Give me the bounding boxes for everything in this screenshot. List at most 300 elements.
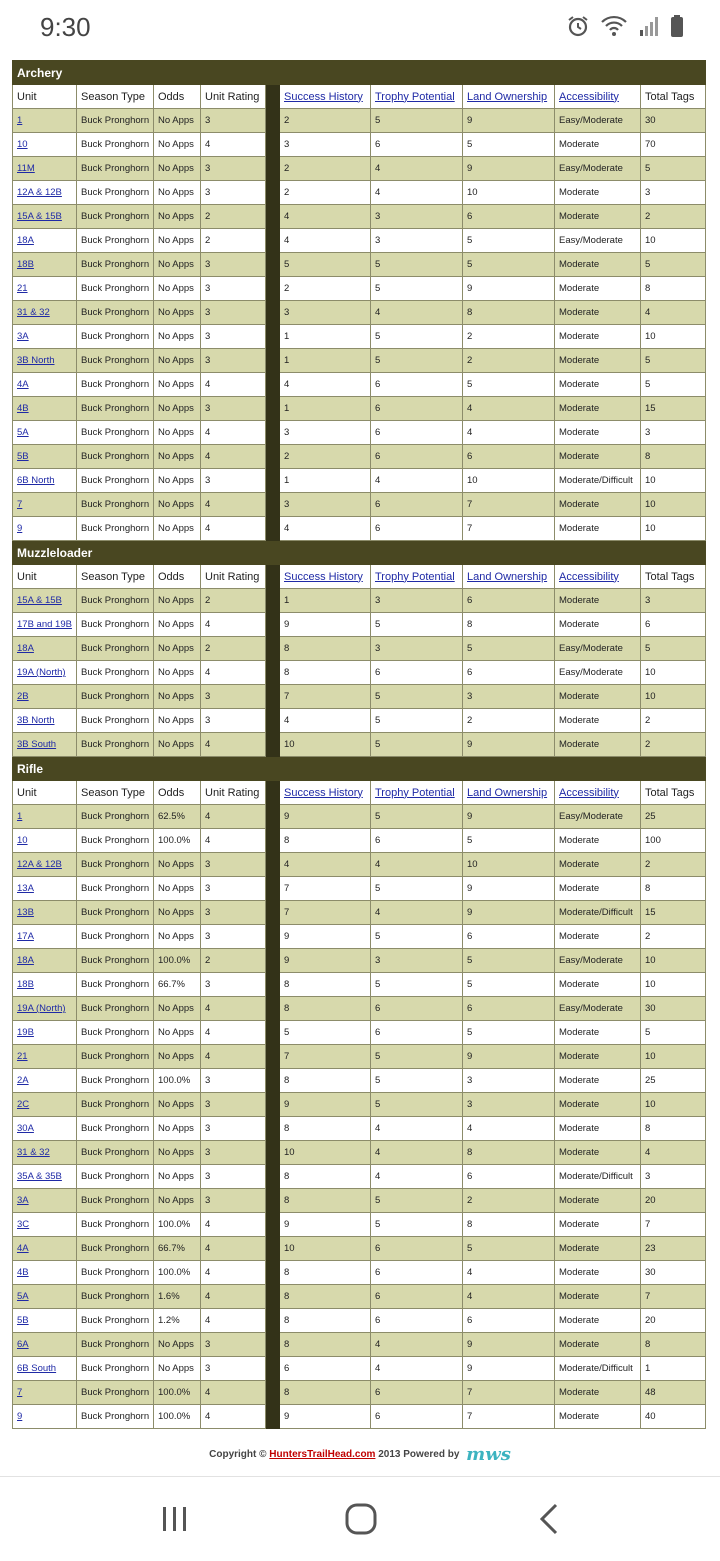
- table-cell: 4: [201, 1285, 266, 1309]
- column-header[interactable]: Success History: [280, 565, 371, 589]
- unit-link[interactable]: 18A: [13, 229, 77, 253]
- table-cell: 4: [201, 733, 266, 757]
- table-cell: Buck Pronghorn: [77, 205, 154, 229]
- table-cell: 5: [371, 973, 463, 997]
- table-cell: 6: [463, 205, 555, 229]
- table-cell: Moderate: [555, 925, 641, 949]
- unit-link[interactable]: 2A: [13, 1069, 77, 1093]
- column-header: Season Type: [77, 781, 154, 805]
- unit-link[interactable]: 10: [13, 133, 77, 157]
- table-row: [13, 877, 706, 901]
- unit-link[interactable]: 9: [13, 517, 77, 541]
- table-row: [13, 1333, 706, 1357]
- table-cell: 4: [371, 181, 463, 205]
- unit-link[interactable]: 18A: [13, 949, 77, 973]
- table-cell: 6: [371, 517, 463, 541]
- table-cell: 3: [201, 925, 266, 949]
- unit-link[interactable]: 6A: [13, 1333, 77, 1357]
- table-cell: 3: [371, 949, 463, 973]
- table-cell: 9: [463, 805, 555, 829]
- unit-link[interactable]: 10: [13, 829, 77, 853]
- table-cell: 2: [641, 853, 706, 877]
- table-cell: Moderate: [555, 1213, 641, 1237]
- unit-link[interactable]: 3B North: [13, 349, 77, 373]
- unit-link[interactable]: 2B: [13, 685, 77, 709]
- table-cell: Buck Pronghorn: [77, 1093, 154, 1117]
- table-cell: 4: [641, 1141, 706, 1165]
- table-cell: 2: [280, 157, 371, 181]
- table-cell: Buck Pronghorn: [77, 157, 154, 181]
- table-cell: 7: [641, 1213, 706, 1237]
- table-cell: 66.7%: [154, 1237, 201, 1261]
- table-cell: 8: [641, 445, 706, 469]
- table-row: [13, 349, 706, 373]
- column-header[interactable]: Accessibility: [555, 781, 641, 805]
- table-row: [13, 709, 706, 733]
- table-cell: 4: [201, 1045, 266, 1069]
- gap-cell: [266, 1069, 280, 1093]
- table-cell: Moderate: [555, 133, 641, 157]
- unit-link[interactable]: 6B South: [13, 1357, 77, 1381]
- column-header[interactable]: Accessibility: [555, 85, 641, 109]
- table-cell: 5: [371, 733, 463, 757]
- column-header: Unit: [13, 85, 77, 109]
- unit-link[interactable]: 15A & 15B: [13, 205, 77, 229]
- table-cell: 10: [280, 733, 371, 757]
- unit-link[interactable]: 13A: [13, 877, 77, 901]
- table-cell: 8: [280, 1333, 371, 1357]
- unit-link[interactable]: 2C: [13, 1093, 77, 1117]
- unit-link[interactable]: 5A: [13, 421, 77, 445]
- table-cell: No Apps: [154, 709, 201, 733]
- gap-cell: [266, 853, 280, 877]
- table-cell: 8: [280, 1189, 371, 1213]
- table-cell: Moderate: [555, 1309, 641, 1333]
- column-header: Unit Rating: [201, 85, 266, 109]
- table-cell: Buck Pronghorn: [77, 877, 154, 901]
- table-cell: 6: [371, 1021, 463, 1045]
- unit-link[interactable]: 18B: [13, 253, 77, 277]
- table-cell: 3: [201, 301, 266, 325]
- table-cell: 6: [463, 661, 555, 685]
- table-cell: 6: [463, 1165, 555, 1189]
- table-cell: 5: [371, 1045, 463, 1069]
- table-cell: 4: [201, 133, 266, 157]
- unit-link[interactable]: 19A (North): [13, 997, 77, 1021]
- table-cell: 2: [641, 925, 706, 949]
- table-cell: 5: [641, 1021, 706, 1045]
- table-cell: No Apps: [154, 517, 201, 541]
- table-cell: No Apps: [154, 181, 201, 205]
- table-cell: Buck Pronghorn: [77, 853, 154, 877]
- table-cell: 6: [371, 397, 463, 421]
- table-cell: 62.5%: [154, 805, 201, 829]
- table-cell: Moderate: [555, 1069, 641, 1093]
- table-cell: Buck Pronghorn: [77, 253, 154, 277]
- table-cell: 5: [371, 1093, 463, 1117]
- gap-cell: [266, 589, 280, 613]
- column-header[interactable]: Trophy Potential: [371, 565, 463, 589]
- table-cell: Buck Pronghorn: [77, 613, 154, 637]
- gap-cell: [266, 829, 280, 853]
- table-cell: 6: [371, 445, 463, 469]
- table-cell: 70: [641, 133, 706, 157]
- table-cell: 5: [371, 1213, 463, 1237]
- table-cell: No Apps: [154, 1045, 201, 1069]
- table-cell: Buck Pronghorn: [77, 229, 154, 253]
- column-header[interactable]: Land Ownership: [463, 565, 555, 589]
- table-cell: 5: [641, 349, 706, 373]
- table-cell: Moderate: [555, 205, 641, 229]
- table-cell: 100.0%: [154, 1261, 201, 1285]
- unit-link[interactable]: 3B South: [13, 733, 77, 757]
- table-cell: 3: [641, 589, 706, 613]
- table-cell: 30: [641, 109, 706, 133]
- table-cell: Buck Pronghorn: [77, 1165, 154, 1189]
- column-header[interactable]: Success History: [280, 781, 371, 805]
- gap-cell: [266, 733, 280, 757]
- gap-cell: [266, 1285, 280, 1309]
- table-cell: 100.0%: [154, 1405, 201, 1429]
- gap-cell: [266, 397, 280, 421]
- table-row: [13, 997, 706, 1021]
- table-cell: 5: [371, 1189, 463, 1213]
- table-cell: No Apps: [154, 397, 201, 421]
- table-cell: 9: [463, 277, 555, 301]
- gap-cell: [266, 325, 280, 349]
- table-cell: 5: [371, 685, 463, 709]
- home-icon[interactable]: [341, 1499, 381, 1539]
- table-cell: 4: [371, 1357, 463, 1381]
- table-cell: 5: [463, 373, 555, 397]
- unit-link[interactable]: 18B: [13, 973, 77, 997]
- table-cell: No Apps: [154, 301, 201, 325]
- mws-logo[interactable]: mws: [466, 1444, 511, 1465]
- unit-link[interactable]: 3A: [13, 325, 77, 349]
- table-cell: Moderate/Difficult: [555, 901, 641, 925]
- gap-cell: [266, 1117, 280, 1141]
- table-row: [13, 901, 706, 925]
- table-cell: 6: [371, 421, 463, 445]
- table-cell: 2: [201, 205, 266, 229]
- table-cell: 2: [280, 445, 371, 469]
- gap-cell: [266, 133, 280, 157]
- table-row: [13, 1021, 706, 1045]
- unit-link[interactable]: 15A & 15B: [13, 589, 77, 613]
- table-row: [13, 325, 706, 349]
- table-row: [13, 589, 706, 613]
- table-cell: Buck Pronghorn: [77, 589, 154, 613]
- table-cell: Buck Pronghorn: [77, 373, 154, 397]
- table-cell: 9: [463, 157, 555, 181]
- table-cell: 100.0%: [154, 1381, 201, 1405]
- table-row: [13, 517, 706, 541]
- unit-link[interactable]: 30A: [13, 1117, 77, 1141]
- table-cell: 3: [280, 421, 371, 445]
- table-cell: 7: [280, 877, 371, 901]
- column-header[interactable]: Success History: [280, 85, 371, 109]
- back-icon[interactable]: [530, 1499, 570, 1539]
- table-cell: No Apps: [154, 685, 201, 709]
- table-cell: Buck Pronghorn: [77, 445, 154, 469]
- table-cell: Moderate: [555, 685, 641, 709]
- table-cell: Buck Pronghorn: [77, 1045, 154, 1069]
- table-cell: 25: [641, 805, 706, 829]
- table-row: [13, 853, 706, 877]
- table-cell: No Apps: [154, 1021, 201, 1045]
- section-title: Archery: [13, 61, 706, 85]
- table-cell: Moderate: [555, 829, 641, 853]
- unit-link[interactable]: 4A: [13, 1237, 77, 1261]
- table-cell: 5: [641, 253, 706, 277]
- table-row: [13, 949, 706, 973]
- table-cell: Buck Pronghorn: [77, 1285, 154, 1309]
- unit-link[interactable]: 9: [13, 1405, 77, 1429]
- column-header: Odds: [154, 85, 201, 109]
- table-cell: 1.2%: [154, 1309, 201, 1333]
- table-row: [13, 1237, 706, 1261]
- table-cell: 5: [371, 109, 463, 133]
- table-cell: No Apps: [154, 1333, 201, 1357]
- unit-link[interactable]: 3B North: [13, 709, 77, 733]
- table-cell: Buck Pronghorn: [77, 709, 154, 733]
- table-cell: 3: [201, 1189, 266, 1213]
- table-cell: 6: [463, 1309, 555, 1333]
- column-header-row: [13, 781, 706, 805]
- table-cell: Moderate: [555, 877, 641, 901]
- table-cell: 9: [463, 1333, 555, 1357]
- unit-link[interactable]: 31 & 32: [13, 301, 77, 325]
- recent-apps-icon[interactable]: [155, 1499, 195, 1539]
- table-cell: Moderate: [555, 445, 641, 469]
- table-cell: 100: [641, 829, 706, 853]
- table-cell: Buck Pronghorn: [77, 325, 154, 349]
- table-cell: 3: [201, 277, 266, 301]
- column-header[interactable]: Trophy Potential: [371, 85, 463, 109]
- table-cell: Moderate: [555, 1093, 641, 1117]
- table-cell: 2: [463, 349, 555, 373]
- unit-link[interactable]: 13B: [13, 901, 77, 925]
- unit-link[interactable]: 18A: [13, 637, 77, 661]
- column-header[interactable]: Trophy Potential: [371, 781, 463, 805]
- table-cell: No Apps: [154, 205, 201, 229]
- unit-link[interactable]: 35A & 35B: [13, 1165, 77, 1189]
- footer: [0, 1444, 720, 1465]
- gap-cell: [266, 517, 280, 541]
- table-cell: 1: [641, 1357, 706, 1381]
- table-cell: Buck Pronghorn: [77, 1141, 154, 1165]
- table-cell: No Apps: [154, 109, 201, 133]
- unit-link[interactable]: 21: [13, 1045, 77, 1069]
- table-cell: 4: [201, 1381, 266, 1405]
- gap-cell: [266, 901, 280, 925]
- table-cell: Buck Pronghorn: [77, 829, 154, 853]
- table-cell: No Apps: [154, 349, 201, 373]
- table-cell: 6: [280, 1357, 371, 1381]
- gap-cell: [266, 109, 280, 133]
- table-cell: 4: [201, 1021, 266, 1045]
- table-row: [13, 661, 706, 685]
- table-cell: 40: [641, 1405, 706, 1429]
- table-cell: 4: [371, 157, 463, 181]
- table-cell: Moderate: [555, 589, 641, 613]
- table-cell: 1: [280, 397, 371, 421]
- unit-link[interactable]: 21: [13, 277, 77, 301]
- table-cell: 3: [201, 1357, 266, 1381]
- table-cell: 2: [201, 229, 266, 253]
- table-cell: 3: [201, 1165, 266, 1189]
- table-cell: Easy/Moderate: [555, 109, 641, 133]
- table-cell: No Apps: [154, 733, 201, 757]
- table-cell: 10: [641, 973, 706, 997]
- table-cell: Buck Pronghorn: [77, 493, 154, 517]
- table-cell: 5: [463, 1021, 555, 1045]
- unit-link[interactable]: 17A: [13, 925, 77, 949]
- table-row: [13, 421, 706, 445]
- unit-link[interactable]: 7: [13, 493, 77, 517]
- column-header: Total Tags: [641, 565, 706, 589]
- unit-link[interactable]: 19B: [13, 1021, 77, 1045]
- table-cell: 6: [371, 829, 463, 853]
- column-header[interactable]: Land Ownership: [463, 781, 555, 805]
- table-cell: Buck Pronghorn: [77, 733, 154, 757]
- table-cell: 6: [371, 1285, 463, 1309]
- unit-link[interactable]: 3C: [13, 1213, 77, 1237]
- table-cell: Moderate: [555, 373, 641, 397]
- table-cell: Moderate: [555, 1045, 641, 1069]
- navigation-bar: [0, 1476, 720, 1561]
- table-row: [13, 637, 706, 661]
- unit-link[interactable]: 3A: [13, 1189, 77, 1213]
- table-cell: 9: [463, 877, 555, 901]
- table-cell: Buck Pronghorn: [77, 517, 154, 541]
- table-cell: 4: [201, 1213, 266, 1237]
- table-cell: Buck Pronghorn: [77, 469, 154, 493]
- hunt-units-table: [12, 60, 706, 1429]
- unit-link[interactable]: 4A: [13, 373, 77, 397]
- copyright-prefix: Copyright ©: [209, 1449, 270, 1461]
- section-header-row: [13, 541, 706, 565]
- unit-link[interactable]: 5A: [13, 1285, 77, 1309]
- table-cell: 2: [641, 733, 706, 757]
- unit-link[interactable]: 1: [13, 805, 77, 829]
- unit-link[interactable]: 17B and 19B: [13, 613, 77, 637]
- table-cell: Moderate: [555, 1381, 641, 1405]
- site-link[interactable]: HuntersTrailHead.com: [269, 1449, 376, 1461]
- gap-cell: [266, 1381, 280, 1405]
- data-table-container: [12, 60, 705, 1429]
- gap-cell: [266, 1045, 280, 1069]
- table-cell: No Apps: [154, 373, 201, 397]
- column-header-row: [13, 565, 706, 589]
- unit-link[interactable]: 12A & 12B: [13, 181, 77, 205]
- table-cell: 9: [280, 925, 371, 949]
- table-row: [13, 973, 706, 997]
- gap-cell: [266, 709, 280, 733]
- unit-link[interactable]: 4B: [13, 1261, 77, 1285]
- gap-cell: [266, 1021, 280, 1045]
- gap-cell: [266, 229, 280, 253]
- table-cell: Easy/Moderate: [555, 637, 641, 661]
- table-row: [13, 277, 706, 301]
- unit-link[interactable]: 31 & 32: [13, 1141, 77, 1165]
- table-cell: Buck Pronghorn: [77, 637, 154, 661]
- gap-cell: [266, 445, 280, 469]
- table-cell: Buck Pronghorn: [77, 277, 154, 301]
- gap-cell: [266, 253, 280, 277]
- unit-link[interactable]: 11M: [13, 157, 77, 181]
- section-header-row: [13, 757, 706, 781]
- table-row: [13, 1261, 706, 1285]
- wifi-icon: [600, 14, 628, 38]
- table-cell: Moderate: [555, 421, 641, 445]
- table-cell: 23: [641, 1237, 706, 1261]
- table-row: [13, 733, 706, 757]
- table-cell: 3: [201, 973, 266, 997]
- column-header[interactable]: Accessibility: [555, 565, 641, 589]
- table-cell: 9: [280, 1093, 371, 1117]
- table-cell: Buck Pronghorn: [77, 997, 154, 1021]
- table-cell: No Apps: [154, 469, 201, 493]
- table-cell: No Apps: [154, 877, 201, 901]
- table-cell: Buck Pronghorn: [77, 1381, 154, 1405]
- gap-cell: [266, 661, 280, 685]
- table-cell: 3: [280, 133, 371, 157]
- alarm-icon: [566, 14, 590, 38]
- table-row: [13, 1357, 706, 1381]
- header-gap: [266, 565, 280, 589]
- gap-cell: [266, 1309, 280, 1333]
- table-cell: 4: [201, 445, 266, 469]
- table-cell: 100.0%: [154, 949, 201, 973]
- gap-cell: [266, 637, 280, 661]
- table-cell: No Apps: [154, 1165, 201, 1189]
- table-cell: Buck Pronghorn: [77, 421, 154, 445]
- table-cell: 3: [280, 493, 371, 517]
- table-cell: 9: [280, 1405, 371, 1429]
- column-header[interactable]: Land Ownership: [463, 85, 555, 109]
- table-row: [13, 397, 706, 421]
- table-cell: 9: [463, 109, 555, 133]
- table-cell: No Apps: [154, 925, 201, 949]
- table-cell: Moderate: [555, 1285, 641, 1309]
- table-cell: 4: [463, 421, 555, 445]
- table-cell: 20: [641, 1309, 706, 1333]
- table-row: [13, 1141, 706, 1165]
- unit-link[interactable]: 4B: [13, 397, 77, 421]
- table-cell: 7: [463, 1381, 555, 1405]
- gap-cell: [266, 1357, 280, 1381]
- table-cell: No Apps: [154, 133, 201, 157]
- table-cell: 4: [280, 853, 371, 877]
- table-cell: 4: [371, 1165, 463, 1189]
- unit-link[interactable]: 5B: [13, 1309, 77, 1333]
- signal-icon: [638, 15, 660, 37]
- table-cell: 10: [641, 1045, 706, 1069]
- unit-link[interactable]: 7: [13, 1381, 77, 1405]
- table-cell: Easy/Moderate: [555, 805, 641, 829]
- unit-link[interactable]: 1: [13, 109, 77, 133]
- unit-link[interactable]: 5B: [13, 445, 77, 469]
- unit-link[interactable]: 19A (North): [13, 661, 77, 685]
- table-cell: Easy/Moderate: [555, 997, 641, 1021]
- unit-link[interactable]: 12A & 12B: [13, 853, 77, 877]
- table-cell: Buck Pronghorn: [77, 661, 154, 685]
- table-cell: 9: [463, 1357, 555, 1381]
- table-cell: 4: [463, 1285, 555, 1309]
- unit-link[interactable]: 6B North: [13, 469, 77, 493]
- table-cell: Moderate: [555, 517, 641, 541]
